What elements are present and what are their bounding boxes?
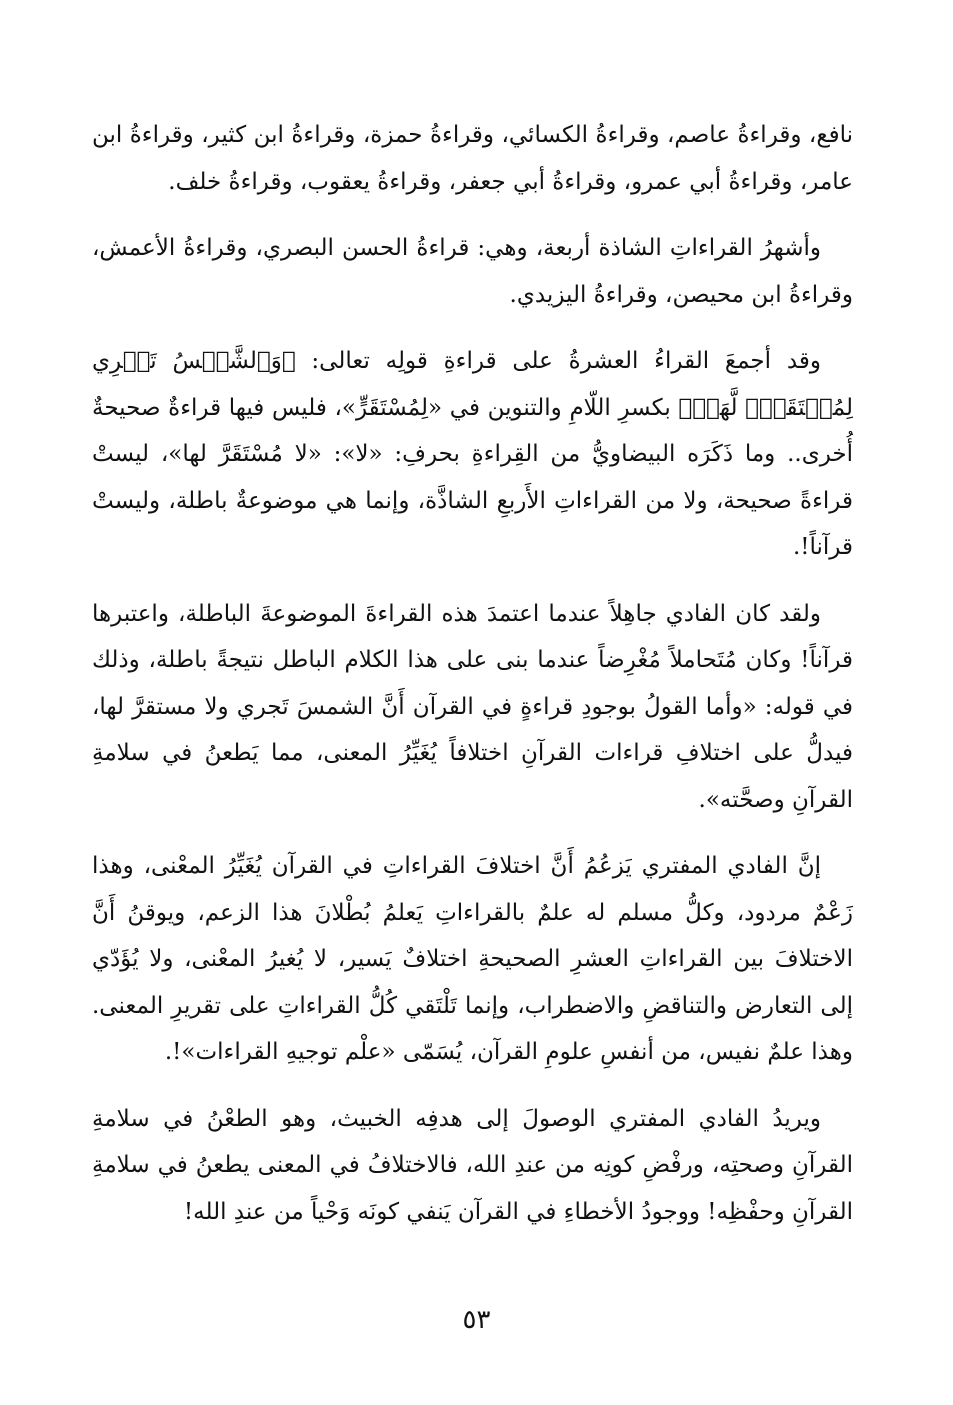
paragraph-fadi-ignorance: ولقد كان الفادي جاهِلاً عندما اعتمدَ هذه القراءةَ الموضوعةَ الباطلة، واعتبرها قرآناً! وكان مُتَحاملاً مُغْرِضاً عندما بنى على هذا الكلام الباطل نتيجةً باطلة، وذلك في قوله: «وأما القولُ بوجودِ قراءةٍ في القرآن أَنَّ الشمسَ تَجري ولا مستقرَّ لها، فيدلُّ على اختلافِ قراءات القرآنِ اختلافاً يُغَيِّرُ المعنى، مما يَطعنُ في سلامةِ القرآنِ وصحَّته». <box>92 600 853 813</box>
paragraph-readings-list: نافع، وقراءةُ عاصم، وقراءةُ الكسائي، وقراءةُ حمزة، وقراءةُ ابن كثير، وقراءةُ ابن عامر، وقراءةُ أبي عمرو، وقراءةُ أبي جعفر، وقراءةُ يعقوب، وقراءةُ خلف. <box>92 122 853 195</box>
paragraph-mustaqarr-reading: وقد أجمعَ القراءُ العشرةُ على قراءةِ قولِه تعالى: ﴿وَٱلشَّمۡسُ تَجۡرِي لِمُسۡتَقَرّٖ لَّهَاۚ﴾ بكسرِ اللّامِ والتنوين في «لِمُسْتَقَرٍّ»، فليس فيها قراءةٌ صحيحةٌ أُخرى.. وما ذَكَرَه البيضاويُّ من القِراءةِ بحرفِ: «لا»: «لا مُسْتَقَرَّ لها»، ليستْ قراءةً صحيحة، ولا من القراءاتِ الأَربعِ الشاذَّة، وإنما هي موضوعةٌ باطلة، وليستْ قرآناً!. <box>92 348 853 560</box>
paragraph-readings-meaning: إنَّ الفادي المفتري يَزعُمُ أَنَّ اختلافَ القراءاتِ في القرآن يُغَيِّرُ المعْنى، وهذا زَعْمٌ مردود، وكلُّ مسلم له علمٌ بالقراءاتِ يَعلمُ بُطْلانَ هذا الزعم، ويوقنُ أَنَّ الاختلافَ بين القراءاتِ العشرِ الصحيحةِ اختلافٌ يَسير، لا يُغيرُ المعْنى، ولا يُؤَدّي إلى التعارض والتناقضِ والاضطراب، وإنما تَلْتَقي كُلُّ القراءاتِ على تقريرِ المعنى. وهذا علمٌ نفيس، من أنفسِ علومِ القرآن، يُسَمّى «علْم توجيهِ القراءات»!. <box>92 853 854 1065</box>
paragraph-fadi-goal: ويريدُ الفادي المفتري الوصولَ إلى هدفِه الخبيث، وهو الطعْنُ في سلامةِ القرآنِ وصحتِه، ورفْضِ كونِه من عندِ الله، فالاختلافُ في المعنى يطعنُ في سلامةِ القرآنِ وحفْظِه! ووجودُ الأخطاءِ في القرآن يَنفي كونَه وَحْياً من عندِ الله! <box>92 1105 853 1225</box>
paragraph-shadh-readings: وأشهرُ القراءاتِ الشاذة أربعة، وهي: قراءةُ الحسن البصري، وقراءةُ الأعمش، وقراءةُ ابن محيصن، وقراءةُ اليزيدي. <box>92 235 853 308</box>
page-number: ٥٣ <box>462 1305 491 1335</box>
page-body <box>92 112 853 1255</box>
